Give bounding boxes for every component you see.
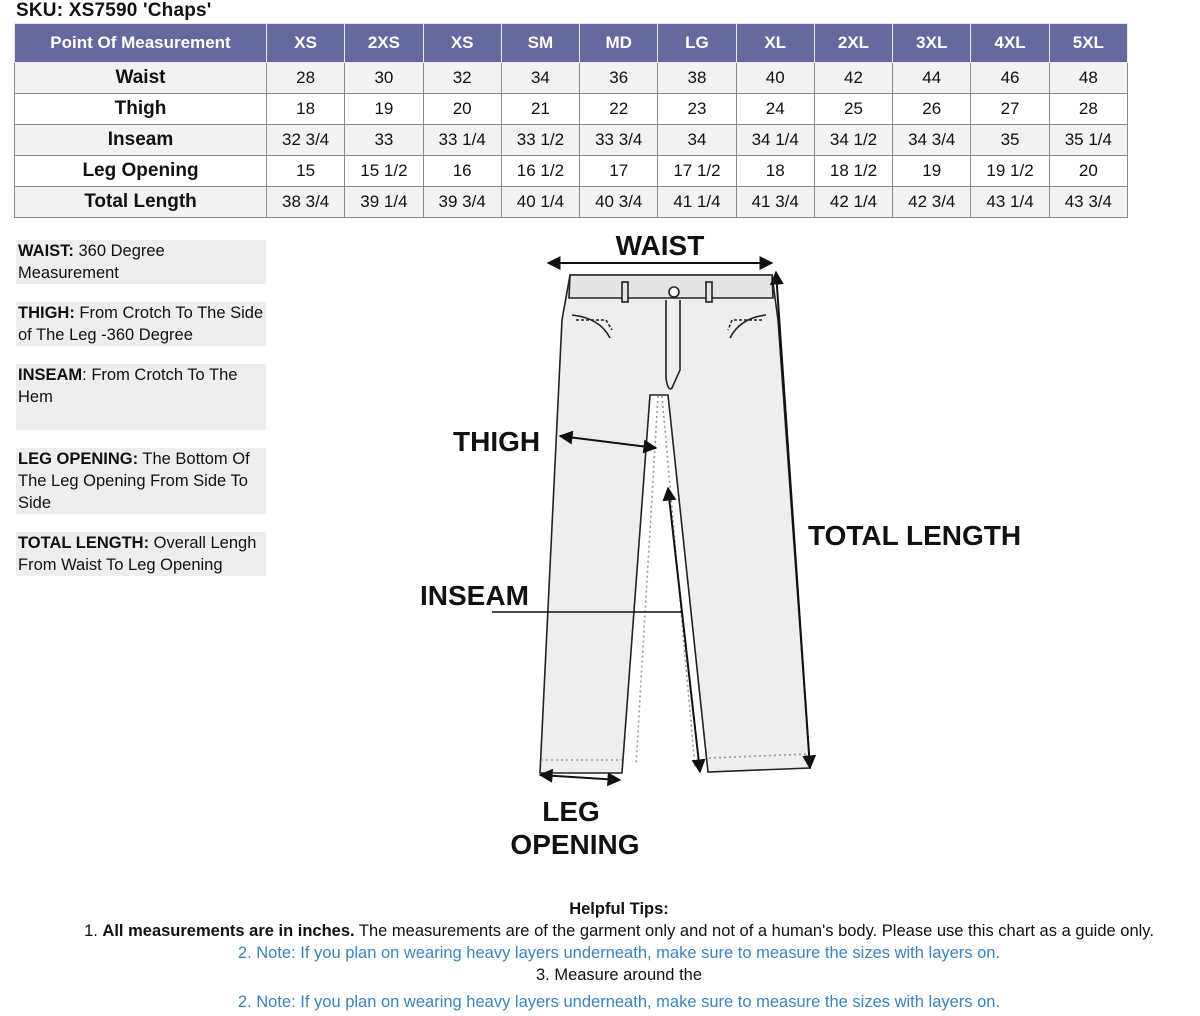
table-row xyxy=(15,156,1128,187)
table-cell: 48 xyxy=(1049,63,1127,94)
table-cell: 39 1/4 xyxy=(345,187,423,218)
measurement-definitions xyxy=(16,240,266,594)
table-cell: 16 xyxy=(423,156,501,187)
table-cell: 33 1/4 xyxy=(423,125,501,156)
definition-thigh xyxy=(16,302,266,346)
table-cell: 34 xyxy=(658,125,736,156)
table-cell: 19 xyxy=(345,94,423,125)
table-cell: 34 3/4 xyxy=(893,125,971,156)
definition-leg-opening xyxy=(16,448,266,514)
header-size: 3XL xyxy=(893,24,971,63)
table-cell: 17 xyxy=(580,156,658,187)
table-cell: 30 xyxy=(345,63,423,94)
row-label: Inseam xyxy=(15,125,267,156)
table-cell: 34 xyxy=(501,63,579,94)
table-cell: 34 1/4 xyxy=(736,125,814,156)
table-cell: 32 xyxy=(423,63,501,94)
header-size: XS xyxy=(267,24,345,63)
table-cell: 28 xyxy=(267,63,345,94)
table-cell: 40 1/4 xyxy=(501,187,579,218)
table-row xyxy=(15,187,1128,218)
table-cell: 18 1/2 xyxy=(814,156,892,187)
row-label: Total Length xyxy=(15,187,267,218)
table-cell: 46 xyxy=(971,63,1049,94)
table-cell: 26 xyxy=(893,94,971,125)
table-cell: 41 1/4 xyxy=(658,187,736,218)
table-cell: 18 xyxy=(267,94,345,125)
definition-inseam xyxy=(16,364,266,430)
row-label: Thigh xyxy=(15,94,267,125)
table-cell: 20 xyxy=(1049,156,1127,187)
tip-3: 3. Measure around the xyxy=(535,966,703,984)
table-cell: 42 3/4 xyxy=(893,187,971,218)
table-cell: 43 1/4 xyxy=(971,187,1049,218)
tip-1-bold: All measurements are in inches. xyxy=(102,922,355,940)
definition-text: From Crotch To The Side of The Leg -360 Degree xyxy=(18,304,264,344)
definition-term: THIGH: xyxy=(18,304,75,322)
table-header-row xyxy=(15,24,1128,63)
table-cell: 34 1/2 xyxy=(814,125,892,156)
definition-term: INSEAM xyxy=(18,366,83,384)
table-cell: 33 3/4 xyxy=(580,125,658,156)
waist-label: WAIST xyxy=(615,230,705,261)
header-size: 5XL xyxy=(1049,24,1127,63)
table-cell: 32 3/4 xyxy=(267,125,345,156)
table-cell: 33 xyxy=(345,125,423,156)
row-label: Waist xyxy=(15,63,267,94)
header-size: SM xyxy=(501,24,579,63)
table-cell: 15 1/2 xyxy=(345,156,423,187)
table-cell: 21 xyxy=(501,94,579,125)
table-cell: 40 xyxy=(736,63,814,94)
table-cell: 41 3/4 xyxy=(736,187,814,218)
pants-diagram xyxy=(400,220,1060,870)
definition-text: The Bottom Of The Leg Opening From Side To Side xyxy=(18,450,250,512)
header-size: LG xyxy=(658,24,736,63)
table-cell: 38 3/4 xyxy=(267,187,345,218)
table-cell: 19 xyxy=(893,156,971,187)
definition-text: Overall Lengh From Waist To Leg Opening xyxy=(18,534,257,574)
tip-1 xyxy=(0,920,1200,942)
table-cell: 19 1/2 xyxy=(971,156,1049,187)
tip-2: 2. Note: If you plan on wearing heavy layers underneath, make sure to measure the sizes with layers on. xyxy=(237,944,1001,962)
tips-heading: Helpful Tips: xyxy=(569,900,669,918)
definition-waist xyxy=(16,240,266,284)
header-size: XS xyxy=(423,24,501,63)
table-cell: 16 1/2 xyxy=(501,156,579,187)
definition-text: 360 Degree Measurement xyxy=(18,242,165,282)
table-cell: 18 xyxy=(736,156,814,187)
table-cell: 42 1/4 xyxy=(814,187,892,218)
table-cell: 43 3/4 xyxy=(1049,187,1127,218)
table-cell: 27 xyxy=(971,94,1049,125)
table-row xyxy=(15,125,1128,156)
table-cell: 25 xyxy=(814,94,892,125)
size-chart-table xyxy=(14,23,1128,218)
table-cell: 42 xyxy=(814,63,892,94)
helpful-tips xyxy=(0,898,1200,1013)
table-cell: 33 1/2 xyxy=(501,125,579,156)
leg-opening-label: OPENING xyxy=(510,829,640,860)
table-cell: 24 xyxy=(736,94,814,125)
header-size: XL xyxy=(736,24,814,63)
table-cell: 22 xyxy=(580,94,658,125)
table-cell: 35 xyxy=(971,125,1049,156)
thigh-label: THIGH xyxy=(453,426,541,457)
table-cell: 36 xyxy=(580,63,658,94)
definition-text: : From Crotch To The Hem xyxy=(18,366,238,406)
leg-opening-arrow xyxy=(540,775,620,780)
header-size: 2XS xyxy=(345,24,423,63)
row-label: Leg Opening xyxy=(15,156,267,187)
table-cell: 35 1/4 xyxy=(1049,125,1127,156)
definition-term: WAIST: xyxy=(18,242,74,260)
table-row xyxy=(15,63,1128,94)
definition-term: LEG OPENING: xyxy=(18,450,139,468)
total-length-label: TOTAL LENGTH xyxy=(808,520,1022,551)
table-cell: 23 xyxy=(658,94,736,125)
definition-term: TOTAL LENGTH: xyxy=(18,534,150,552)
tip-1-text: The measurements are of the garment only and not of a human's body. Please use this chart as a guide only. xyxy=(354,922,1154,940)
sku-title: SKU: XS7590 'Chaps' xyxy=(16,0,212,21)
tip-4: 2. Note: If you plan on wearing heavy layers underneath, make sure to measure the sizes with layers on. xyxy=(237,993,1001,1011)
definition-total-length xyxy=(16,532,266,576)
header-size: 4XL xyxy=(971,24,1049,63)
table-cell: 44 xyxy=(893,63,971,94)
header-size: 2XL xyxy=(814,24,892,63)
table-cell: 15 xyxy=(267,156,345,187)
table-cell: 39 3/4 xyxy=(423,187,501,218)
tip-1-number: 1. xyxy=(84,922,103,940)
table-cell: 28 xyxy=(1049,94,1127,125)
table-row xyxy=(15,94,1128,125)
inseam-label: INSEAM xyxy=(420,580,529,611)
table-cell: 20 xyxy=(423,94,501,125)
header-point-of-measurement: Point Of Measurement xyxy=(15,24,267,63)
table-cell: 40 3/4 xyxy=(580,187,658,218)
leg-opening-label: LEG xyxy=(542,796,600,827)
table-cell: 17 1/2 xyxy=(658,156,736,187)
table-cell: 38 xyxy=(658,63,736,94)
pants-icon xyxy=(540,275,810,773)
header-size: MD xyxy=(580,24,658,63)
